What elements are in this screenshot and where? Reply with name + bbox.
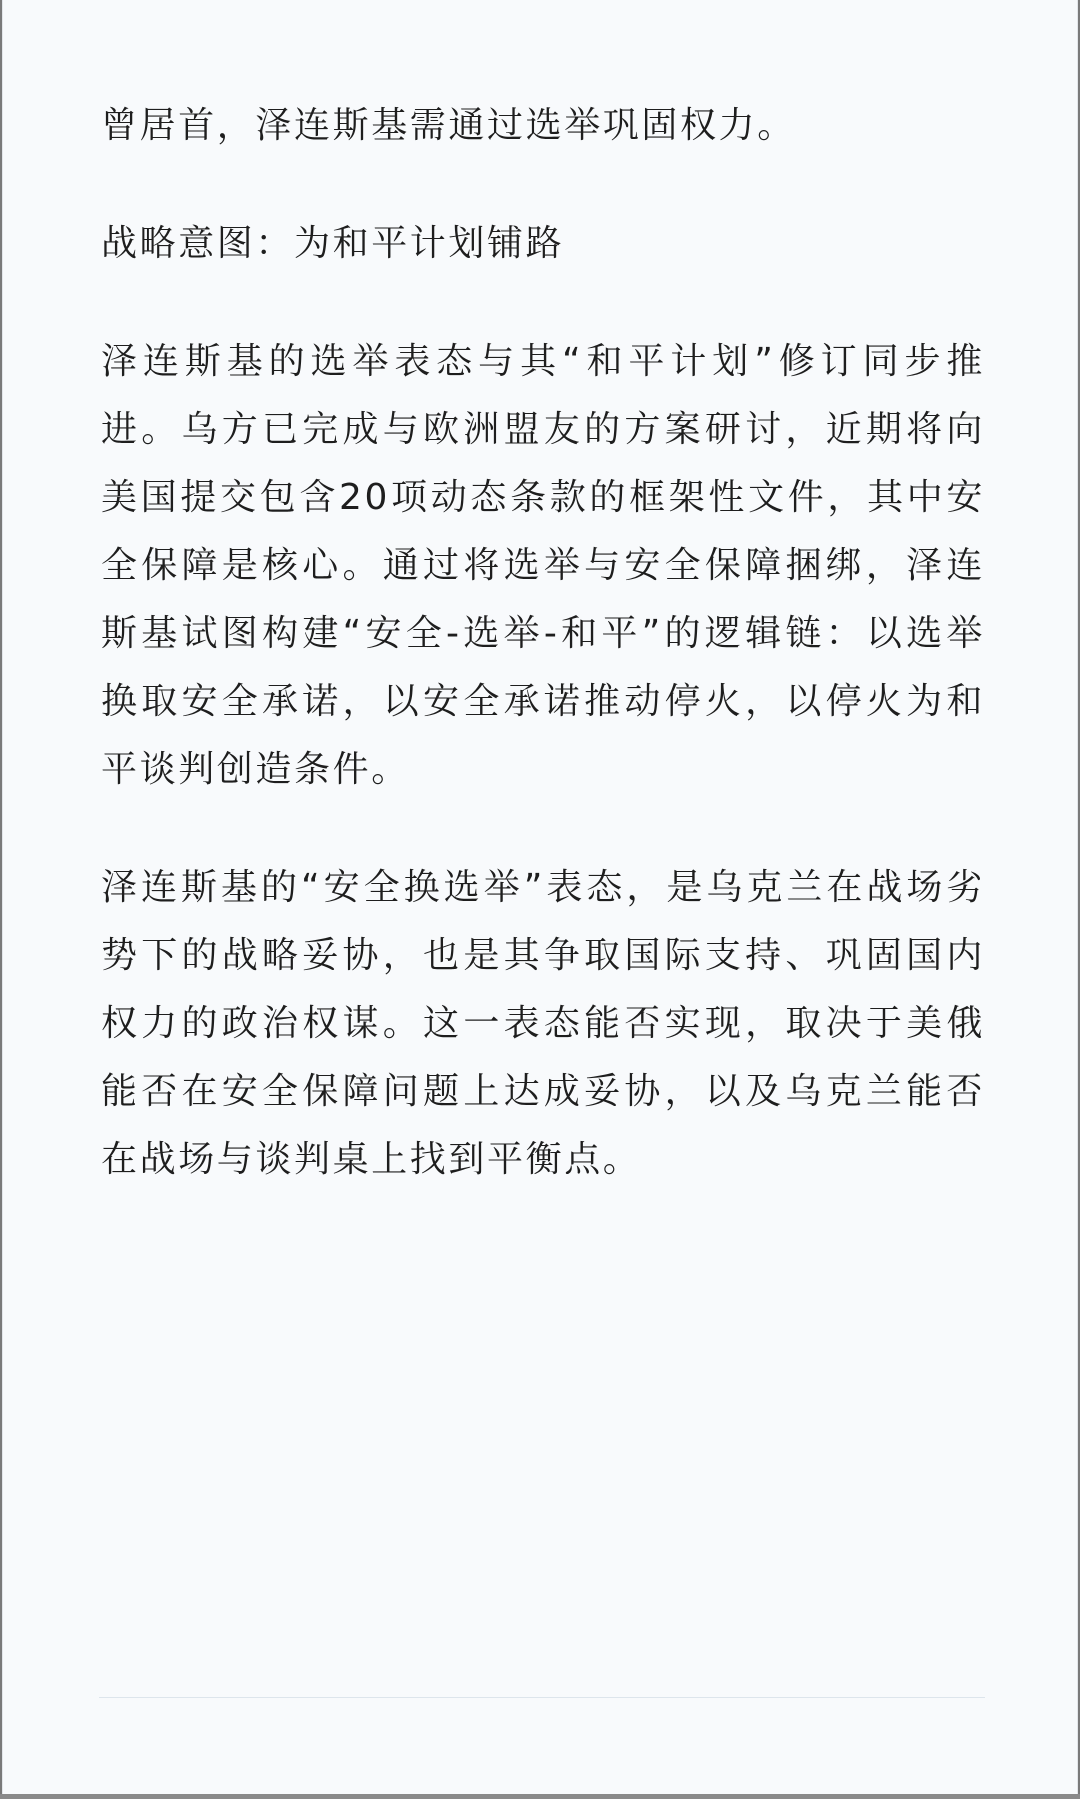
article-body <box>101 92 985 1244</box>
article-page <box>2 0 1078 1794</box>
section-heading: 战略意图：为和平计划铺路 <box>101 223 565 264</box>
article-paragraph: 泽连斯基的“安全换选举”表态，是乌克兰在战场劣势下的战略妥协，也是其争取国际支持、巩固国内权力的政治权谋。这一表态能否实现，取决于美俄能否在安全保障问题上达成妥协，以及乌克兰能否在战场与谈判桌上找到平衡点。 <box>101 867 985 1180</box>
footer-divider <box>99 1697 985 1698</box>
article-paragraph: 泽连斯基的选举表态与其“和平计划”修订同步推进。乌方已完成与欧洲盟友的方案研讨，近期将向美国提交包含20项动态条款的框架性文件，其中安全保障是核心。通过将选举与安全保障捆绑，泽连斯基试图构建“安全-选举-和平”的逻辑链：以选举换取安全承诺，以安全承诺推动停火，以停火为和平谈判创造条件。 <box>101 341 985 790</box>
bottom-edge <box>0 1794 1080 1799</box>
article-paragraph: 曾居首，泽连斯基需通过选举巩固权力。 <box>101 105 796 146</box>
